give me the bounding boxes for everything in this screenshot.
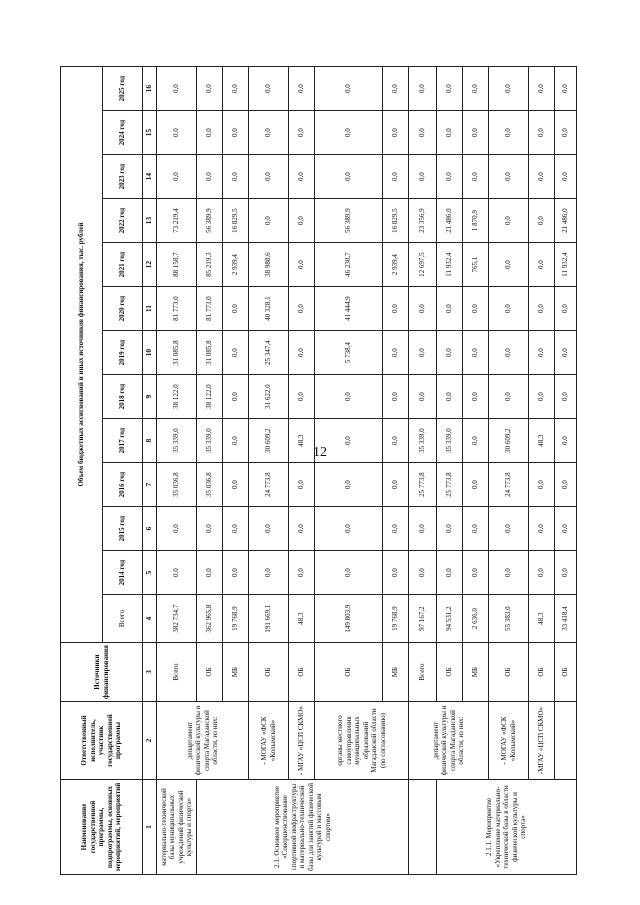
- row-source: МБ: [463, 643, 489, 702]
- row-value: 55 383,0: [489, 595, 529, 643]
- row-value: 0,0: [289, 287, 315, 331]
- header-year: 2020 год: [103, 287, 143, 331]
- row-value: 0,0: [463, 507, 489, 551]
- column-number: 1: [143, 780, 157, 875]
- row-source: ОБ: [197, 643, 223, 702]
- row-value: 0,0: [223, 551, 249, 595]
- row-value: 0,0: [289, 67, 315, 111]
- row-value: 0,0: [409, 507, 437, 551]
- row-value: 0,0: [315, 463, 383, 507]
- row-value: 0,0: [463, 155, 489, 199]
- row-value: 0,0: [437, 67, 463, 111]
- row-value: 30 609,2: [489, 419, 529, 463]
- header-year: 2023 год: [103, 155, 143, 199]
- row-value: 0,0: [555, 67, 577, 111]
- row-value: 0,0: [409, 331, 437, 375]
- row-value: 0,0: [249, 155, 289, 199]
- row-value: 0,0: [489, 507, 529, 551]
- header-year: 2019 год: [103, 331, 143, 375]
- row-name-activity: 2.1.1. Мероприятие «Укрепление материально-технической базы в области физической культуры и спорта»: [437, 780, 577, 875]
- row-name-main-event: 2.1. Основное мероприятие «Совершенствование спортивной инфраструктуры и материально-технической базы для занятий физической культурой и массовым спортом»: [197, 780, 409, 875]
- header-name: Наименование государственной программы, подпрограммы, основных мероприятий, мероприятий: [61, 780, 143, 875]
- row-value: 0,0: [489, 155, 529, 199]
- row-value: 382 734,7: [157, 595, 197, 643]
- row-value: 23 356,9: [409, 199, 437, 243]
- row-value: 0,0: [437, 155, 463, 199]
- row-value: 0,0: [289, 331, 315, 375]
- row-value: 0,0: [249, 199, 289, 243]
- row-value: 85 219,3: [197, 243, 223, 287]
- header-year: 2021 год: [103, 243, 143, 287]
- row-value: 0,0: [489, 199, 529, 243]
- row-source: Всего: [157, 643, 197, 702]
- row-value: 25 773,8: [437, 463, 463, 507]
- row-value: 0,0: [489, 551, 529, 595]
- row-value: 21 486,0: [437, 199, 463, 243]
- row-value: 0,0: [197, 111, 223, 155]
- row-value: 0,0: [157, 507, 197, 551]
- row-source: ОБ: [289, 643, 315, 702]
- column-number: 10: [143, 331, 157, 375]
- row-value: 191 669,1: [249, 595, 289, 643]
- row-value: 0,0: [437, 507, 463, 551]
- row-executor: департамент физической культуры и спорта Магаданской области, из них:: [157, 702, 249, 780]
- row-value: 0,0: [555, 419, 577, 463]
- header-funding: Объем бюджетных ассигнований и иных источников финансирования, тыс. рублей: [61, 67, 103, 643]
- row-value: 38 122,0: [157, 375, 197, 419]
- row-source: Всего: [409, 643, 437, 702]
- row-value: 0,0: [529, 67, 555, 111]
- row-value: 0,0: [197, 67, 223, 111]
- row-value: 0,0: [463, 331, 489, 375]
- column-number: 4: [143, 595, 157, 643]
- row-value: 81 773,0: [197, 287, 223, 331]
- row-value: 0,0: [223, 375, 249, 419]
- row-value: 0,0: [383, 463, 409, 507]
- row-value: 0,0: [315, 507, 383, 551]
- column-number: 15: [143, 111, 157, 155]
- row-value: 0,0: [223, 507, 249, 551]
- row-value: 0,0: [555, 111, 577, 155]
- row-value: 765,1: [463, 243, 489, 287]
- row-value: 24 773,8: [249, 463, 289, 507]
- row-value: 25 347,4: [249, 331, 289, 375]
- row-value: 0,0: [555, 463, 577, 507]
- row-value: 0,0: [463, 551, 489, 595]
- row-value: 0,0: [529, 551, 555, 595]
- row-value: 0,0: [409, 375, 437, 419]
- row-value: 0,0: [529, 155, 555, 199]
- row-value: 0,0: [383, 507, 409, 551]
- row-value: 0,0: [409, 551, 437, 595]
- row-value: 2 939,4: [383, 243, 409, 287]
- row-value: 149 803,9: [315, 595, 383, 643]
- header-year: 2016 год: [103, 463, 143, 507]
- row-value: 31 085,8: [197, 331, 223, 375]
- row-value: 0,0: [409, 155, 437, 199]
- row-value: 2 939,4: [223, 243, 249, 287]
- row-value: 0,0: [437, 111, 463, 155]
- row-value: 0,0: [383, 375, 409, 419]
- row-value: 0,0: [157, 111, 197, 155]
- row-value: 0,0: [223, 67, 249, 111]
- header-year: 2014 год: [103, 551, 143, 595]
- row-value: 0,0: [529, 507, 555, 551]
- row-value: 0,0: [289, 111, 315, 155]
- row-value: 0,0: [249, 111, 289, 155]
- row-value: 0,0: [555, 331, 577, 375]
- row-value: 0,0: [463, 287, 489, 331]
- row-value: 0,0: [555, 155, 577, 199]
- column-number: 13: [143, 199, 157, 243]
- row-value: 0,0: [489, 111, 529, 155]
- row-value: 48,3: [529, 595, 555, 643]
- row-value: 0,0: [315, 67, 383, 111]
- row-value: 0,0: [409, 111, 437, 155]
- row-value: 0,0: [383, 419, 409, 463]
- row-value: 97 167,2: [409, 595, 437, 643]
- row-value: 40 328,1: [249, 287, 289, 331]
- row-value: 0,0: [409, 67, 437, 111]
- column-number: 7: [143, 463, 157, 507]
- page-number: 12: [313, 445, 327, 460]
- table-row: [249, 67, 289, 875]
- row-source: ОБ: [249, 643, 289, 702]
- row-value: 48,3: [289, 419, 315, 463]
- column-number: 14: [143, 155, 157, 199]
- row-value: 48,3: [289, 595, 315, 643]
- row-value: 0,0: [315, 111, 383, 155]
- row-source: ОБ: [315, 643, 383, 702]
- table-row: [289, 67, 315, 875]
- row-value: 94 531,2: [437, 595, 463, 643]
- row-source: ОБ: [437, 643, 463, 702]
- row-value: 362 965,8: [197, 595, 223, 643]
- row-value: 0,0: [555, 507, 577, 551]
- header-source: Источники финансирования: [61, 643, 143, 702]
- row-value: 0,0: [555, 551, 577, 595]
- row-value: 25 773,8: [409, 463, 437, 507]
- row-value: 5 738,4: [315, 331, 383, 375]
- row-value: 56 389,9: [315, 199, 383, 243]
- row-value: 0,0: [383, 111, 409, 155]
- row-value: 0,0: [437, 551, 463, 595]
- row-value: 0,0: [223, 463, 249, 507]
- row-value: 0,0: [383, 331, 409, 375]
- header-year: 2025 год: [103, 67, 143, 111]
- row-value: 0,0: [463, 419, 489, 463]
- row-executor: - МОГАУ «ФСК «Колымский»: [249, 702, 289, 780]
- row-value: 0,0: [223, 331, 249, 375]
- row-value: 0,0: [437, 375, 463, 419]
- row-value: 0,0: [289, 551, 315, 595]
- row-value: 0,0: [197, 155, 223, 199]
- row-value: 0,0: [289, 155, 315, 199]
- column-number: 5: [143, 551, 157, 595]
- row-name-empty: [409, 780, 437, 875]
- row-value: 30 609,2: [249, 419, 289, 463]
- row-value: 0,0: [289, 243, 315, 287]
- row-value: 0,0: [315, 155, 383, 199]
- row-value: 0,0: [529, 375, 555, 419]
- column-number: 2: [143, 702, 157, 780]
- row-source: МБ: [383, 643, 409, 702]
- row-value: 0,0: [383, 551, 409, 595]
- row-value: 1 870,9: [463, 199, 489, 243]
- column-number: 3: [143, 643, 157, 702]
- row-value: 16 829,5: [383, 199, 409, 243]
- row-value: 35 339,0: [437, 419, 463, 463]
- column-number: 8: [143, 419, 157, 463]
- row-executor: органы местного самоуправления муниципальных образований Магаданской области (по согласованию): [315, 702, 409, 780]
- column-number: 9: [143, 375, 157, 419]
- row-value: 0,0: [289, 199, 315, 243]
- row-value: 12 697,5: [409, 243, 437, 287]
- row-value: 0,0: [157, 155, 197, 199]
- row-source: МБ: [223, 643, 249, 702]
- row-value: 11 932,4: [437, 243, 463, 287]
- column-number: 16: [143, 67, 157, 111]
- row-value: 0,0: [529, 243, 555, 287]
- row-value: 0,0: [315, 419, 383, 463]
- row-value: 0,0: [289, 463, 315, 507]
- header-year: 2022 год: [103, 199, 143, 243]
- table-row: [315, 67, 383, 875]
- funding-table: [60, 66, 577, 875]
- column-number: 11: [143, 287, 157, 331]
- header-executor: Ответственный исполнитель, участник государственной программы: [61, 702, 143, 780]
- row-value: 48,3: [529, 419, 555, 463]
- row-value: 19 768,9: [223, 595, 249, 643]
- row-value: 0,0: [555, 375, 577, 419]
- row-value: 0,0: [463, 375, 489, 419]
- row-value: 0,0: [289, 507, 315, 551]
- row-value: 0,0: [197, 551, 223, 595]
- header-total: Всего: [103, 595, 143, 643]
- row-executor: [555, 702, 577, 780]
- row-value: 0,0: [315, 551, 383, 595]
- row-value: 0,0: [529, 199, 555, 243]
- row-value: 0,0: [529, 111, 555, 155]
- row-value: 0,0: [463, 463, 489, 507]
- row-executor: - МГАУ «ЦСП СКМО»: [289, 702, 315, 780]
- row-value: 33 418,4: [555, 595, 577, 643]
- row-value: 0,0: [437, 287, 463, 331]
- row-value: 16 829,5: [223, 199, 249, 243]
- column-number: 6: [143, 507, 157, 551]
- row-executor: -МГАУ «ЦСП СКМО»: [529, 702, 555, 780]
- row-value: 0,0: [489, 287, 529, 331]
- row-value: 56 389,9: [197, 199, 223, 243]
- row-value: 0,0: [289, 375, 315, 419]
- row-value: 0,0: [223, 155, 249, 199]
- row-value: 0,0: [437, 331, 463, 375]
- row-value: 38 988,6: [249, 243, 289, 287]
- row-value: 0,0: [249, 67, 289, 111]
- column-number: 12: [143, 243, 157, 287]
- row-value: 0,0: [489, 331, 529, 375]
- row-value: 46 230,7: [315, 243, 383, 287]
- row-value: 35 339,0: [197, 419, 223, 463]
- row-value: 0,0: [529, 463, 555, 507]
- header-year: 2024 год: [103, 111, 143, 155]
- row-value: 73 219,4: [157, 199, 197, 243]
- row-value: 0,0: [249, 507, 289, 551]
- table-row: [157, 67, 197, 875]
- row-value: 0,0: [223, 111, 249, 155]
- row-name-continued: материально-технической базы муниципальных учреждений физической культуры и спорта»: [157, 780, 197, 875]
- table-row: [555, 67, 577, 875]
- row-value: 0,0: [489, 375, 529, 419]
- row-value: 38 122,0: [197, 375, 223, 419]
- row-value: 11 932,4: [555, 243, 577, 287]
- row-value: 0,0: [223, 287, 249, 331]
- row-source: ОБ: [489, 643, 529, 702]
- row-value: 35 036,8: [197, 463, 223, 507]
- row-value: 88 158,7: [157, 243, 197, 287]
- row-value: 0,0: [489, 67, 529, 111]
- row-value: 35 339,0: [157, 419, 197, 463]
- row-source: ОБ: [555, 643, 577, 702]
- row-value: 0,0: [463, 111, 489, 155]
- table-row: [489, 67, 529, 875]
- row-executor: департамент физической культуры и спорта Магаданской области, из них:: [409, 702, 489, 780]
- row-value: 35 036,8: [157, 463, 197, 507]
- row-value: 2 636,0: [463, 595, 489, 643]
- row-value: 0,0: [157, 551, 197, 595]
- row-value: 31 622,0: [249, 375, 289, 419]
- row-value: 0,0: [383, 155, 409, 199]
- header-year: 2017 год: [103, 419, 143, 463]
- row-value: 0,0: [249, 551, 289, 595]
- row-value: 0,0: [555, 287, 577, 331]
- row-value: 0,0: [463, 67, 489, 111]
- row-value: 81 773,0: [157, 287, 197, 331]
- row-value: 0,0: [489, 243, 529, 287]
- row-value: 21 486,0: [555, 199, 577, 243]
- row-value: 31 085,8: [157, 331, 197, 375]
- row-value: 0,0: [383, 287, 409, 331]
- row-value: 24 773,8: [489, 463, 529, 507]
- row-value: 0,0: [529, 331, 555, 375]
- row-value: 19 768,9: [383, 595, 409, 643]
- row-source: ОБ: [529, 643, 555, 702]
- header-year: 2018 год: [103, 375, 143, 419]
- table-row: [409, 67, 437, 875]
- row-value: 0,0: [157, 67, 197, 111]
- row-value: 0,0: [197, 507, 223, 551]
- row-value: 0,0: [409, 287, 437, 331]
- row-value: 0,0: [223, 419, 249, 463]
- table-row: [529, 67, 555, 875]
- row-value: 0,0: [383, 67, 409, 111]
- row-value: 0,0: [529, 287, 555, 331]
- row-value: 41 444,9: [315, 287, 383, 331]
- row-value: 0,0: [315, 375, 383, 419]
- row-executor: - МОГАУ «ФСК «Колымский»: [489, 702, 529, 780]
- row-value: 35 339,0: [409, 419, 437, 463]
- header-year: 2015 год: [103, 507, 143, 551]
